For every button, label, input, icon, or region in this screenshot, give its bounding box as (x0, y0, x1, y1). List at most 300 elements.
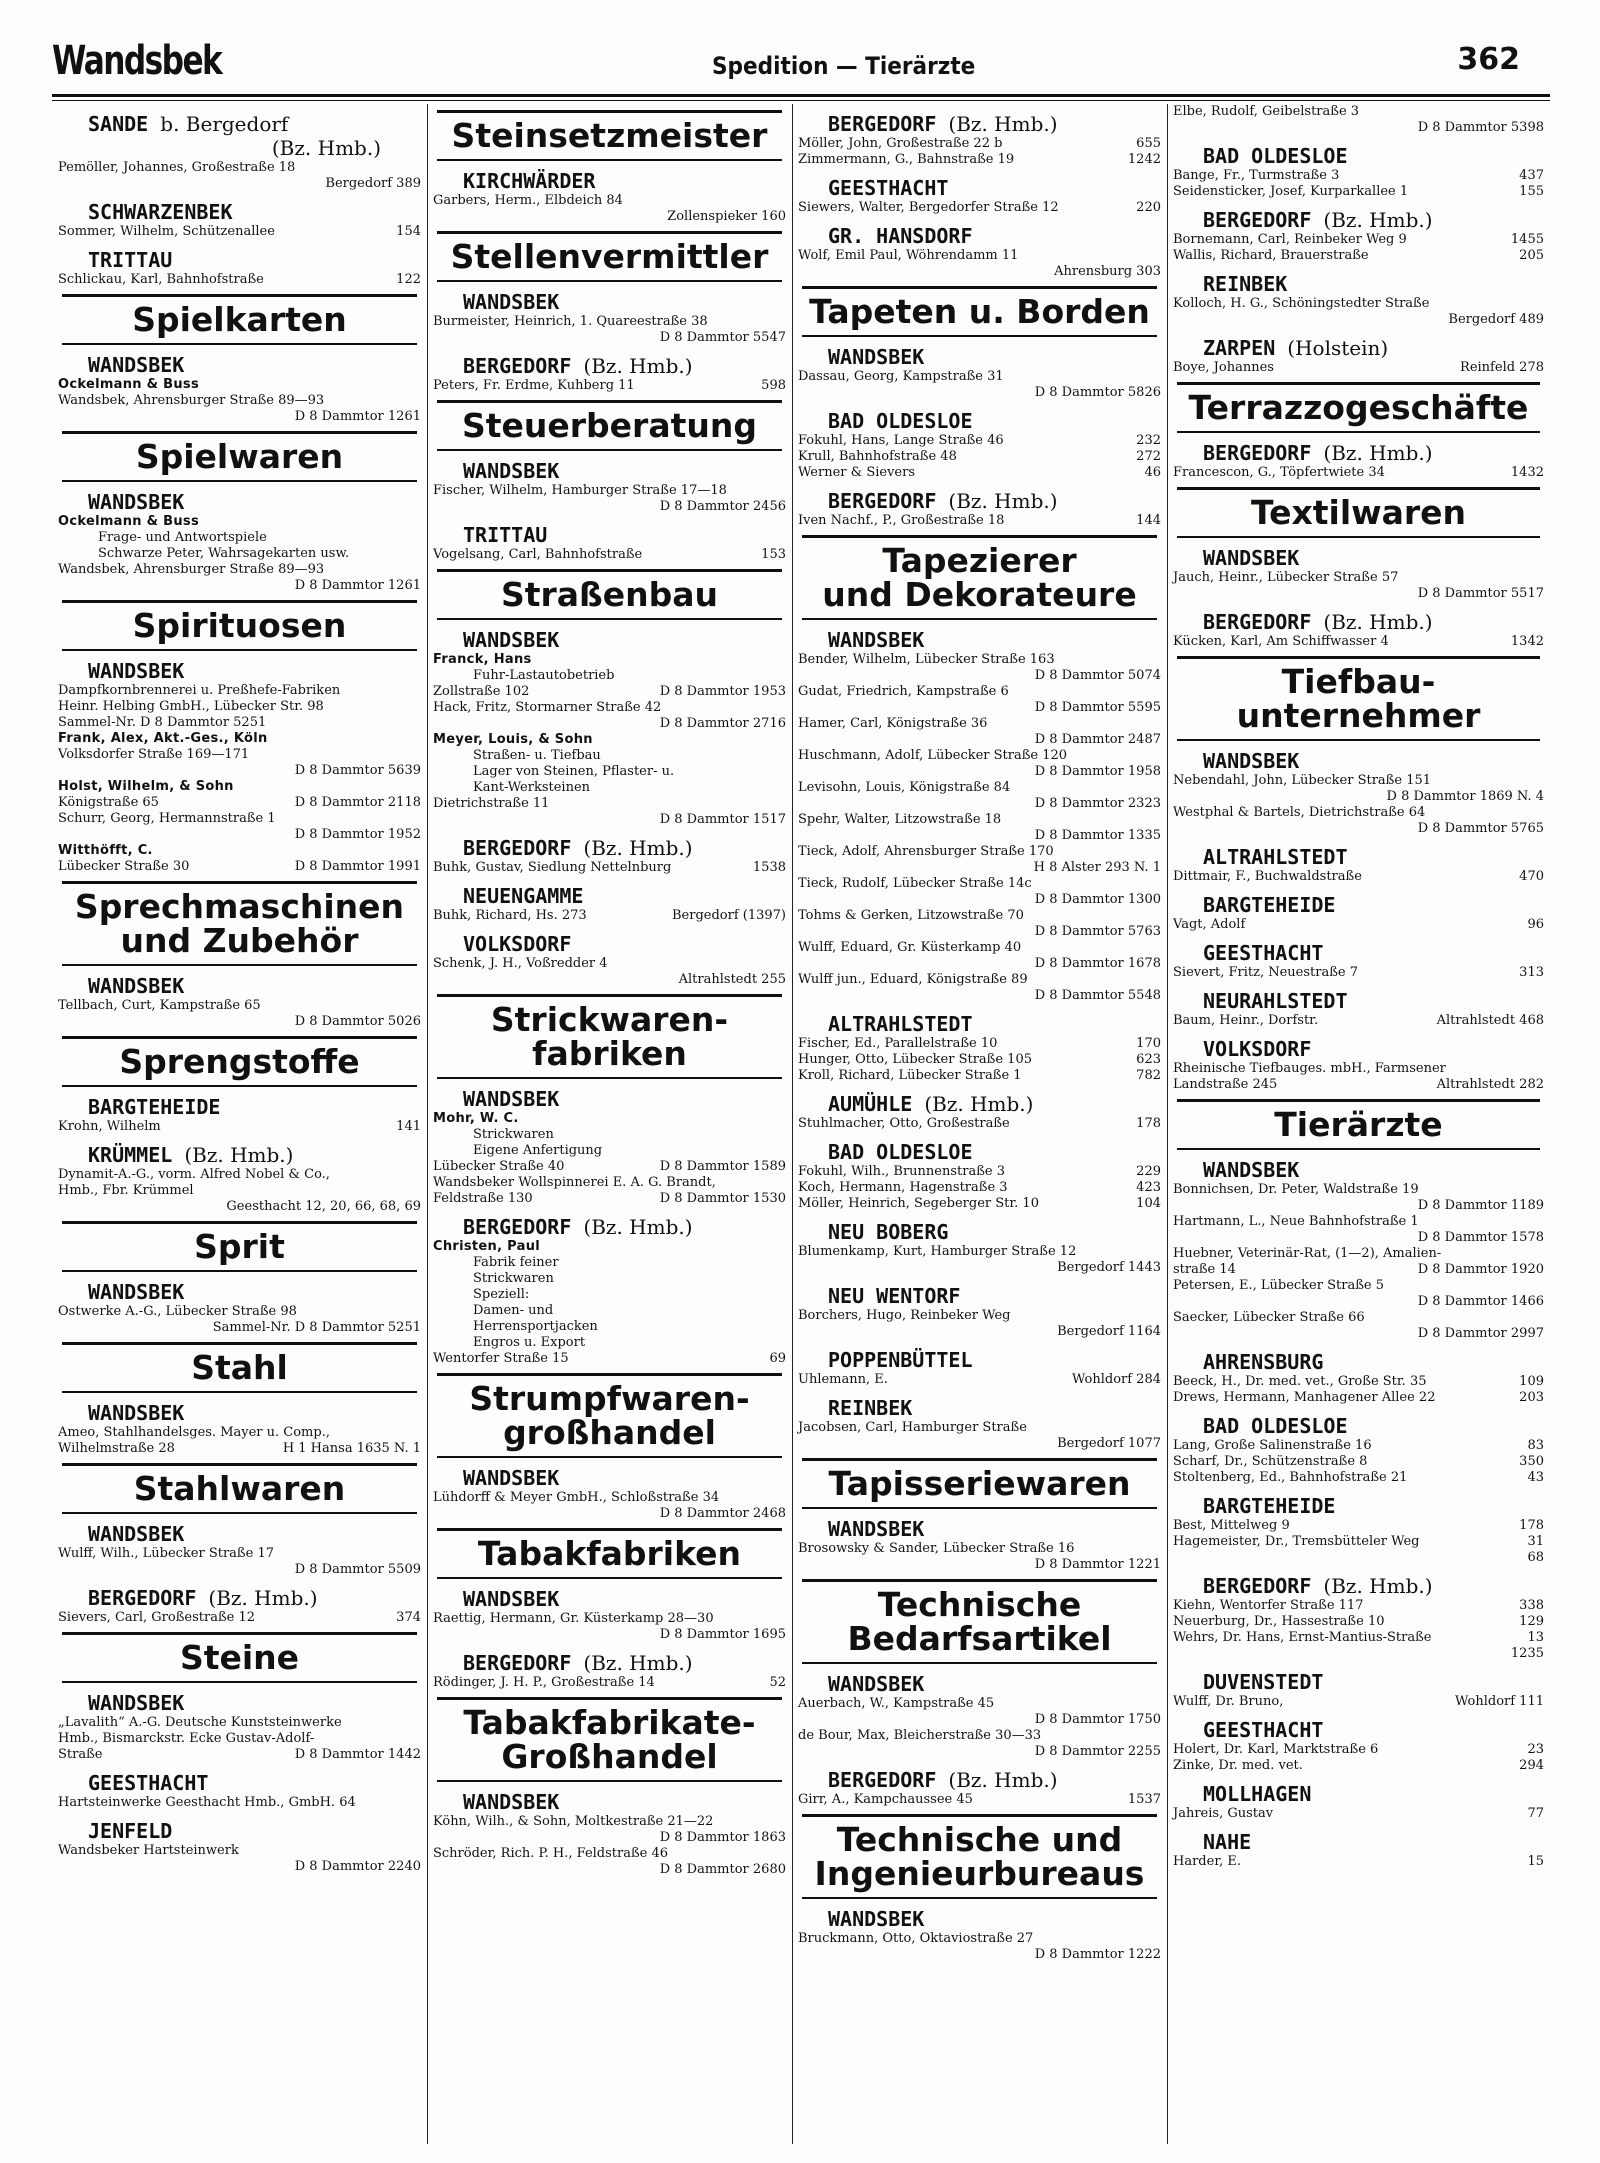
place-name: BERGEDORF (88, 1586, 197, 1610)
place-heading (463, 836, 786, 860)
entry-number: 374 (396, 1610, 421, 1625)
entry-name: Sammel-Nr. D 8 Dammtor 5251 (58, 715, 267, 730)
entry-name: Möller, John, Großestraße 22 b (798, 136, 1003, 151)
entry-number: D 8 Dammtor 1920 (1417, 1262, 1544, 1277)
entry-line (58, 715, 421, 731)
place-name: POPPENBÜTTEL (828, 1348, 973, 1372)
directory-entry (58, 859, 421, 875)
entry-line (1173, 1390, 1544, 1406)
place-heading (463, 932, 786, 956)
entry-line (798, 369, 1161, 385)
entry-line (1173, 1214, 1544, 1230)
entry-number: 272 (1136, 449, 1161, 464)
entry-name: Vogelsang, Carl, Bahnhofstraße (433, 547, 643, 562)
place-heading (88, 1771, 421, 1795)
page-number: 362 (1457, 42, 1520, 77)
entry-line (1173, 805, 1544, 821)
entry-line (798, 1792, 1161, 1808)
place-name: REINBEK (1203, 272, 1288, 296)
entry-line (58, 1425, 421, 1441)
entry-line (58, 699, 421, 715)
entry-number: Bergedorf 1443 (1057, 1260, 1161, 1275)
entry-name: Wandsbek, Ahrensburger Straße 89—93 (58, 393, 325, 408)
place-name: BERGEDORF (1203, 441, 1312, 465)
entry-name: Fokuhl, Wilh., Brunnenstraße 3 (798, 1164, 1005, 1179)
entry-line (798, 1180, 1161, 1196)
entry-name: Peters, Fr. Erdme, Kuhberg 11 (433, 378, 635, 393)
entry-number: Zollenspieker 160 (667, 209, 786, 224)
entry-name: Christen, Paul (433, 1239, 541, 1254)
entry-name: Zollstraße 102 (433, 684, 530, 699)
entry-name: Wulff, Dr. Bruno, (1173, 1694, 1284, 1709)
entry-number: D 8 Dammtor 1335 (1034, 828, 1161, 843)
category-heading-line: Steinsetzmeister (451, 116, 768, 155)
directory-entry (58, 747, 421, 779)
entry-line (433, 1846, 786, 1862)
entry-name: Krull, Bahnhofstraße 48 (798, 449, 957, 464)
entry-line: Fuhr-Lastautobetrieb (473, 668, 615, 683)
entry-number: Bergedorf (1397) (671, 908, 786, 923)
entry-number: 350 (1519, 1454, 1544, 1469)
entry-name: Fokuhl, Hans, Lange Straße 46 (798, 433, 1004, 448)
entry-number: D 8 Dammtor 1695 (659, 1627, 786, 1642)
entry-name: Westphal & Bartels, Dietrichstraße 64 (1173, 805, 1426, 820)
category-rule (62, 1085, 417, 1087)
category-heading (58, 1227, 421, 1266)
place-name: WANDSBEK (88, 1691, 185, 1715)
category-rule (62, 600, 417, 603)
place-name: BARGTEHEIDE (1203, 1494, 1336, 1518)
place-name: NAHE (1203, 1830, 1252, 1854)
category-heading (58, 1469, 421, 1508)
entry-line (433, 1351, 786, 1367)
entry-line (433, 193, 786, 209)
category-heading-line: Straßenbau (500, 575, 719, 614)
place-heading (88, 1522, 421, 1546)
entry-number: 43 (1527, 1470, 1544, 1485)
entry-line (433, 1191, 786, 1207)
entry-name: Bender, Wilhelm, Lübecker Straße 163 (798, 652, 1055, 667)
directory-entry (433, 1490, 786, 1522)
entry-name: Wandsbeker Wollspinnerei E. A. G. Brandt, (433, 1175, 716, 1190)
entry-number: D 8 Dammtor 5509 (294, 1562, 421, 1577)
place-heading (1203, 749, 1544, 773)
category-rule (62, 649, 417, 651)
entry-name: Tieck, Adolf, Ahrensburger Straße 170 (798, 844, 1054, 859)
entry-line: Engros u. Export (473, 1335, 586, 1350)
category-heading-line: Spirituosen (132, 606, 347, 645)
entry-name: Holst, Wilhelm, & Sohn (58, 779, 234, 794)
category-heading-line: unternehmer (1236, 696, 1481, 735)
directory-entry (58, 562, 421, 594)
place-name: BAD OLDESLOE (1203, 144, 1348, 168)
directory-entry (1173, 360, 1544, 376)
directory-entry (58, 1610, 421, 1626)
entry-line (798, 1372, 1161, 1388)
place-heading (463, 290, 786, 314)
place-name: WANDSBEK (463, 290, 560, 314)
category-heading-line: Strumpfwaren- (469, 1379, 750, 1418)
directory-entry (798, 1308, 1161, 1340)
header-place: Wandsbek (52, 38, 222, 84)
entry-number: 68 (1527, 1550, 1544, 1565)
entry-number: H 8 Alster 293 N. 1 (1033, 860, 1161, 875)
entry-name: Saecker, Lübecker Straße 66 (1173, 1310, 1365, 1325)
entry-line (1173, 1262, 1544, 1278)
entry-number: 155 (1519, 184, 1544, 199)
entry-number: 1537 (1127, 1792, 1161, 1807)
entry-line (1173, 1598, 1544, 1614)
entry-line (1173, 1077, 1544, 1093)
place-region: (Bz. Hmb.) (583, 1651, 693, 1675)
entry-line (433, 547, 786, 563)
header-range: Spedition — Tierärzte (712, 52, 976, 80)
place-region: b. Bergedorf (160, 112, 289, 136)
place-name: TRITTAU (88, 248, 173, 272)
place-name: WANDSBEK (1203, 1158, 1300, 1182)
entry-number: D 8 Dammtor 2323 (1034, 796, 1161, 811)
place-name: WANDSBEK (463, 1087, 560, 1111)
entry-number: D 8 Dammtor 1221 (1034, 1557, 1161, 1572)
entry-number: H 1 Hansa 1635 N. 1 (282, 1441, 421, 1456)
place-name: NEU BOBERG (828, 1220, 949, 1244)
entry-line (798, 200, 1161, 216)
entry-number: 144 (1136, 513, 1161, 528)
entry-number: 96 (1527, 917, 1544, 932)
directory-entry (58, 514, 421, 530)
directory-entry (433, 1814, 786, 1878)
entry-name: Drews, Hermann, Manhagener Allee 22 (1173, 1390, 1436, 1405)
entry-name: Ameo, Stahlhandelsges. Mayer u. Comp., (58, 1425, 330, 1440)
directory-entry (433, 1675, 786, 1691)
entry-name: Lang, Große Salinenstraße 16 (1173, 1438, 1372, 1453)
entry-name: Wulff jun., Eduard, Königstraße 89 (798, 972, 1028, 987)
place-region: (Bz. Hmb.) (583, 836, 693, 860)
place-name: JENFELD (88, 1819, 173, 1843)
entry-number: D 8 Dammtor 2680 (659, 1862, 786, 1877)
entry-number: Ahrensburg 303 (1054, 264, 1161, 279)
place-heading (88, 112, 421, 160)
place-heading (1203, 336, 1544, 360)
entry-line (58, 1119, 421, 1135)
place-region: (Bz. Hmb.) (948, 112, 1058, 136)
place-name: WANDSBEK (828, 1672, 925, 1696)
entry-line (1173, 1013, 1544, 1029)
entry-line (58, 811, 421, 827)
entry-line (798, 908, 1161, 924)
place-region: (Bz. Hmb.) (583, 354, 693, 378)
entry-number: D 8 Dammtor 1589 (659, 1159, 786, 1174)
entry-line (1173, 1374, 1544, 1390)
category-heading-line: Steuerberatung (461, 406, 757, 445)
entry-line (433, 483, 786, 499)
entry-name: Huschmann, Adolf, Lübecker Straße 120 (798, 748, 1068, 763)
category-rule (1177, 431, 1540, 433)
directory-entry (1173, 773, 1544, 837)
category-heading-line: Tierärzte (1274, 1105, 1443, 1144)
category-heading (58, 300, 421, 339)
directory-entry (798, 136, 1161, 168)
category-heading (1173, 1105, 1544, 1144)
entry-name: Hack, Fritz, Stormarner Straße 42 (433, 700, 662, 715)
directory-entry (798, 1116, 1161, 1132)
entry-line (1173, 232, 1544, 248)
place-heading (88, 974, 421, 998)
place-heading (1203, 1670, 1544, 1694)
entry-line (798, 136, 1161, 152)
entry-name: Wolf, Emil Paul, Wöhrendamm 11 (798, 248, 1019, 263)
directory-entry (433, 796, 786, 828)
place-heading (1203, 1037, 1544, 1061)
entry-name: Boye, Johannes (1173, 360, 1274, 375)
category-heading (1173, 493, 1544, 532)
entry-line (58, 160, 421, 176)
entry-line (433, 1239, 786, 1255)
category-rule (437, 569, 782, 572)
place-heading (463, 169, 786, 193)
directory-entry (58, 683, 421, 731)
directory-entry (798, 1372, 1161, 1388)
category-heading (1173, 662, 1544, 735)
entry-name: Gudat, Friedrich, Kampstraße 6 (798, 684, 1009, 699)
entry-number: Wohldorf 111 (1455, 1694, 1544, 1709)
place-name: WANDSBEK (88, 1280, 185, 1304)
entry-line (798, 684, 1161, 700)
entry-line: Straßen- u. Tiefbau (473, 748, 601, 763)
entry-name: Borchers, Hugo, Reinbeker Weg (798, 1308, 1011, 1323)
place-name: GR. HANSDORF (828, 224, 973, 248)
place-heading (828, 1672, 1161, 1696)
entry-name: Hartmann, L., Neue Bahnhofstraße 1 (1173, 1214, 1419, 1229)
category-rule (802, 286, 1157, 289)
category-rule (1177, 739, 1540, 741)
entry-line (58, 1304, 421, 1320)
category-heading-line: Steine (179, 1638, 300, 1677)
entry-line (798, 465, 1161, 481)
entry-number: 178 (1136, 1116, 1161, 1131)
entry-name: Bange, Fr., Turmstraße 3 (1173, 168, 1340, 183)
entry-line (433, 908, 786, 924)
category-rule (1177, 382, 1540, 385)
category-heading (58, 1638, 421, 1677)
entry-name: Buhk, Gustav, Siedlung Nettelnburg (433, 860, 672, 875)
place-heading (88, 1819, 421, 1843)
place-name: GEESTHACHT (1203, 1718, 1324, 1742)
directory-entry (798, 1036, 1161, 1084)
place-name: NEURAHLSTEDT (1203, 989, 1348, 1013)
category-heading-line: Tapeten u. Borden (809, 292, 1150, 331)
directory-entry (1173, 1598, 1544, 1662)
entry-line (798, 940, 1161, 956)
place-heading (1203, 893, 1544, 917)
entry-number: 141 (396, 1119, 421, 1134)
entry-name: Hagemeister, Dr., Tremsbütteler Weg (1173, 1534, 1420, 1549)
directory-entry (433, 1255, 786, 1351)
entry-number: Wohldorf 284 (1072, 1372, 1161, 1387)
entry-name: Ockelmann & Buss (58, 514, 199, 529)
entry-number: 229 (1136, 1164, 1161, 1179)
category-heading-line: Spielkarten (132, 300, 347, 339)
entry-name: Scharf, Dr., Schützenstraße 8 (1173, 1454, 1368, 1469)
entry-line: Herrensportjacken (473, 1319, 598, 1334)
entry-line (1173, 1454, 1544, 1470)
category-heading-line: Tapezierer (882, 541, 1077, 580)
category-heading (798, 541, 1161, 614)
directory-entry (58, 1546, 421, 1578)
category-rule (802, 1579, 1157, 1582)
category-heading-line: großhandel (503, 1413, 716, 1452)
entry-number: 104 (1136, 1196, 1161, 1211)
place-name: WANDSBEK (463, 1790, 560, 1814)
entry-line (58, 224, 421, 240)
place-heading (1203, 989, 1544, 1013)
place-name: WANDSBEK (463, 459, 560, 483)
entry-name: Hmb., Bismarckstr. Ecke Gustav-Adolf- (58, 1731, 315, 1746)
directory-entry (58, 1795, 421, 1811)
entry-name: Tieck, Rudolf, Lübecker Straße 14c (798, 876, 1032, 891)
directory-entry (1173, 1438, 1544, 1486)
entry-line (433, 1175, 786, 1191)
entry-line (1173, 1806, 1544, 1822)
entry-line (433, 860, 786, 876)
entry-line (58, 747, 421, 763)
entry-name: Baum, Heinr., Dorfstr. (1173, 1013, 1319, 1028)
entry-number: D 8 Dammtor 1958 (1034, 764, 1161, 779)
entry-line (1173, 1742, 1544, 1758)
place-heading (1203, 610, 1544, 634)
entry-name: Lühdorff & Meyer GmbH., Schloßstraße 34 (433, 1490, 720, 1505)
place-heading (828, 1220, 1161, 1244)
category-heading-line: Großhandel (501, 1737, 718, 1776)
place-heading (88, 659, 421, 683)
entry-number: 203 (1519, 1390, 1544, 1405)
place-name: ZARPEN (1203, 336, 1276, 360)
entry-name: Sievers, Carl, Großestraße 12 (58, 1610, 255, 1625)
entry-name: Schurr, Georg, Hermannstraße 1 (58, 811, 276, 826)
directory-entry (433, 547, 786, 563)
category-heading-line: Terrazzogeschäfte (1188, 388, 1529, 427)
entry-line (58, 377, 421, 393)
entry-number: D 8 Dammtor 5398 (1417, 120, 1544, 135)
directory-entry (58, 843, 421, 859)
place-heading (1203, 1494, 1544, 1518)
entry-name: Dassau, Georg, Kampstraße 31 (798, 369, 1004, 384)
entry-name: Dampfkornbrennerei u. Preßhefe-Fabriken (58, 683, 341, 698)
entry-name: Rödinger, J. H. P., Großestraße 14 (433, 1675, 655, 1690)
place-heading (1203, 546, 1544, 570)
entry-number: D 8 Dammtor 5826 (1034, 385, 1161, 400)
entry-number: 232 (1136, 433, 1161, 448)
place-heading (1203, 845, 1544, 869)
place-heading (88, 490, 421, 514)
entry-line (798, 152, 1161, 168)
place-name: GEESTHACHT (88, 1771, 209, 1795)
entry-number: 1538 (752, 860, 786, 875)
place-name: GEESTHACHT (828, 176, 949, 200)
entry-name: Blumenkamp, Kurt, Hamburger Straße 12 (798, 1244, 1077, 1259)
directory-entry (433, 860, 786, 876)
entry-name: de Bour, Max, Bleicherstraße 30—33 (798, 1728, 1042, 1743)
place-name: WANDSBEK (88, 490, 185, 514)
entry-name: Jacobsen, Carl, Hamburger Straße (798, 1420, 1027, 1435)
entry-name: Elbe, Rudolf, Geibelstraße 3 (1173, 104, 1360, 119)
category-rule (437, 110, 782, 113)
directory-entry (1173, 296, 1544, 328)
place-name: ALTRAHLSTEDT (828, 1012, 973, 1036)
directory-entry (798, 200, 1161, 216)
entry-name: Bonnichsen, Dr. Peter, Waldstraße 19 (1173, 1182, 1419, 1197)
entry-line (433, 1675, 786, 1691)
entry-line (58, 843, 421, 859)
place-name: BERGEDORF (828, 112, 937, 136)
entry-name: Wentorfer Straße 15 (433, 1351, 569, 1366)
category-heading (1173, 388, 1544, 427)
directory-entry (1173, 634, 1544, 650)
entry-name: Jahreis, Gustav (1173, 1806, 1274, 1821)
entry-line (433, 732, 786, 748)
entry-line (58, 562, 421, 578)
place-name: WANDSBEK (463, 1587, 560, 1611)
place-heading (1203, 272, 1544, 296)
category-rule (437, 449, 782, 451)
place-name: BARGTEHEIDE (1203, 893, 1336, 917)
entry-line (798, 513, 1161, 529)
entry-line (58, 1731, 421, 1747)
category-rule (802, 535, 1157, 538)
entry-number: D 8 Dammtor 2118 (294, 795, 421, 810)
place-name: SANDE (88, 112, 149, 136)
place-heading (1203, 1414, 1544, 1438)
category-heading (433, 1703, 786, 1776)
entry-name: Witthöfft, C. (58, 843, 153, 858)
entry-name: Hmb., Fbr. Krümmel (58, 1183, 194, 1198)
directory-entry (1173, 168, 1544, 200)
directory-entry (433, 652, 786, 668)
directory-entry (433, 314, 786, 346)
entry-line (798, 1420, 1161, 1436)
entry-number: 655 (1136, 136, 1161, 151)
entry-name: Ostwerke A.-G., Lübecker Straße 98 (58, 1304, 297, 1319)
category-rule (62, 1036, 417, 1039)
place-name: BERGEDORF (463, 1651, 572, 1675)
category-heading-line: Stahlwaren (133, 1469, 346, 1508)
entry-name: Frank, Alex, Akt.-Ges., Köln (58, 731, 268, 746)
directory-entry (58, 224, 421, 240)
entry-line (798, 748, 1161, 764)
entry-line (433, 314, 786, 330)
entry-line (1173, 184, 1544, 200)
category-heading (798, 1585, 1161, 1658)
entry-number: D 8 Dammtor 2468 (659, 1506, 786, 1521)
entry-number: D 8 Dammtor 1750 (1034, 1712, 1161, 1727)
category-heading-line: Sprengstoffe (119, 1042, 360, 1081)
directory-entry (798, 1541, 1161, 1573)
place-name: KRÜMMEL (88, 1143, 173, 1167)
place-name: WANDSBEK (88, 1401, 185, 1425)
category-rule (437, 400, 782, 403)
category-heading-line: Technische (877, 1585, 1082, 1624)
entry-line (1173, 104, 1544, 120)
place-heading (828, 628, 1161, 652)
directory-entry (433, 1239, 786, 1255)
directory-entry (798, 248, 1161, 280)
place-heading (1203, 1158, 1544, 1182)
place-name: BERGEDORF (1203, 1574, 1312, 1598)
place-heading (463, 523, 786, 547)
entry-number: D 8 Dammtor 5517 (1417, 586, 1544, 601)
entry-number: D 8 Dammtor 2240 (294, 1859, 421, 1874)
entry-number: D 8 Dammtor 1952 (294, 827, 421, 842)
